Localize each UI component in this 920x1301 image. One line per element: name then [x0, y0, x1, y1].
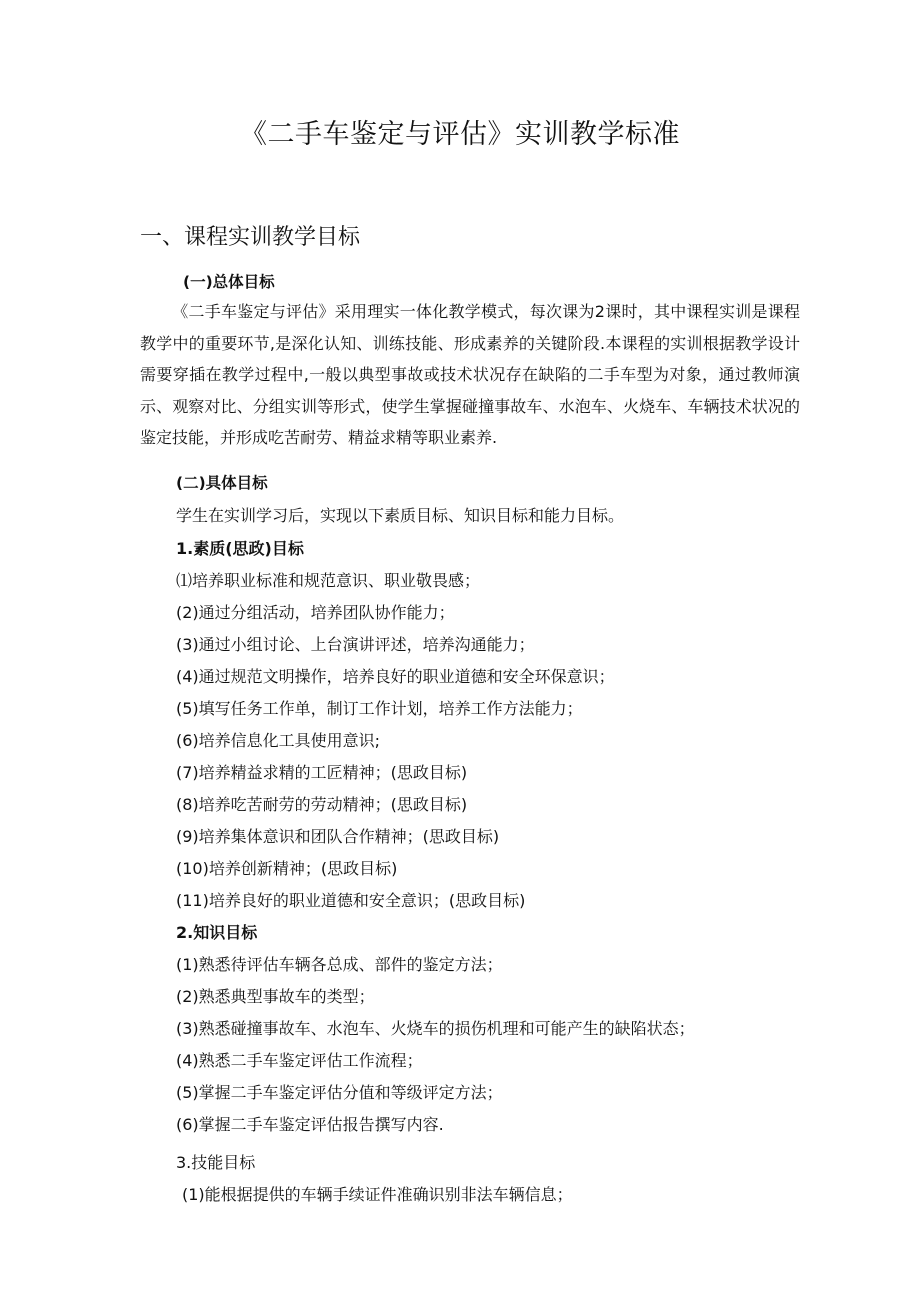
list-item: (6)掌握二手车鉴定评估报告撰写内容.: [176, 1115, 444, 1134]
list-item: (1)熟悉待评估车辆各总成、部件的鉴定方法；: [176, 955, 503, 974]
section-heading: 一、课程实训教学目标: [140, 225, 361, 250]
list-item: (1)能根据提供的车辆手续证件准确识别非法车辆信息；: [182, 1185, 573, 1204]
list-item: (8)培养吃苦耐劳的劳动精神；(思政目标): [176, 795, 468, 814]
list-item: (3)通过小组讨论、上台演讲评述，培养沟通能力；: [176, 635, 535, 654]
knowledge-goal-heading: 2.知识目标: [176, 923, 258, 942]
list-item: (2)通过分组活动，培养团队协作能力；: [176, 603, 455, 622]
list-item: (3)熟悉碰撞事故车、水泡车、火烧车的损伤机理和可能产生的缺陷状态；: [176, 1019, 695, 1038]
skills-goal-heading: 3.技能目标: [176, 1153, 256, 1172]
list-item: (7)培养精益求精的工匠精神；(思政目标): [176, 763, 468, 782]
list-item: (5)填写任务工作单，制订工作计划，培养工作方法能力；: [176, 699, 583, 718]
subsection-heading-overall: (一)总体目标: [183, 273, 275, 291]
list-item: (6)培养信息化工具使用意识;: [176, 731, 381, 750]
list-item: (4)通过规范文明操作，培养良好的职业道德和安全环保意识；: [176, 667, 615, 686]
document-title: 《二手车鉴定与评估》实训教学标准: [240, 119, 680, 150]
specific-goal-intro: 学生在实训学习后，实现以下素质目标、知识目标和能力目标。: [176, 506, 625, 525]
overall-goal-text: 《二手车鉴定与评估》采用理实一体化教学模式，每次课为2课时，其中课程实训是课程教学中的重要环节,是深化认知、训练技能、形成素养的关键阶段.本课程的实训根据教学设计需要穿插在教学过程中,一般以典型事故或技术状况存在缺陷的二手车型为对象，通过教师演示、观察对比、分组实训等形式，使学生掌握碰撞事故车、水泡车、火烧车、车辆技术状况的鉴定技能，并形成吃苦耐劳、精益求精等职业素养.: [140, 302, 800, 447]
list-item: (4)熟悉二手车鉴定评估工作流程；: [176, 1051, 423, 1070]
list-item: (11)培养良好的职业道德和安全意识；(思政目标): [176, 891, 526, 910]
overall-goal-paragraph: [140, 296, 800, 454]
list-item: (2)熟悉典型事故车的类型；: [176, 987, 375, 1006]
list-item: (9)培养集体意识和团队合作精神；(思政目标): [176, 827, 500, 846]
quality-goal-heading: 1.素质(思政)目标: [176, 539, 304, 558]
list-item: ⑴培养职业标准和规范意识、职业敬畏感；: [176, 571, 481, 590]
subsection-heading-specific: (二)具体目标: [176, 474, 268, 492]
list-item: (5)掌握二手车鉴定评估分值和等级评定方法；: [176, 1083, 503, 1102]
list-item: (10)培养创新精神；(思政目标): [176, 859, 398, 878]
